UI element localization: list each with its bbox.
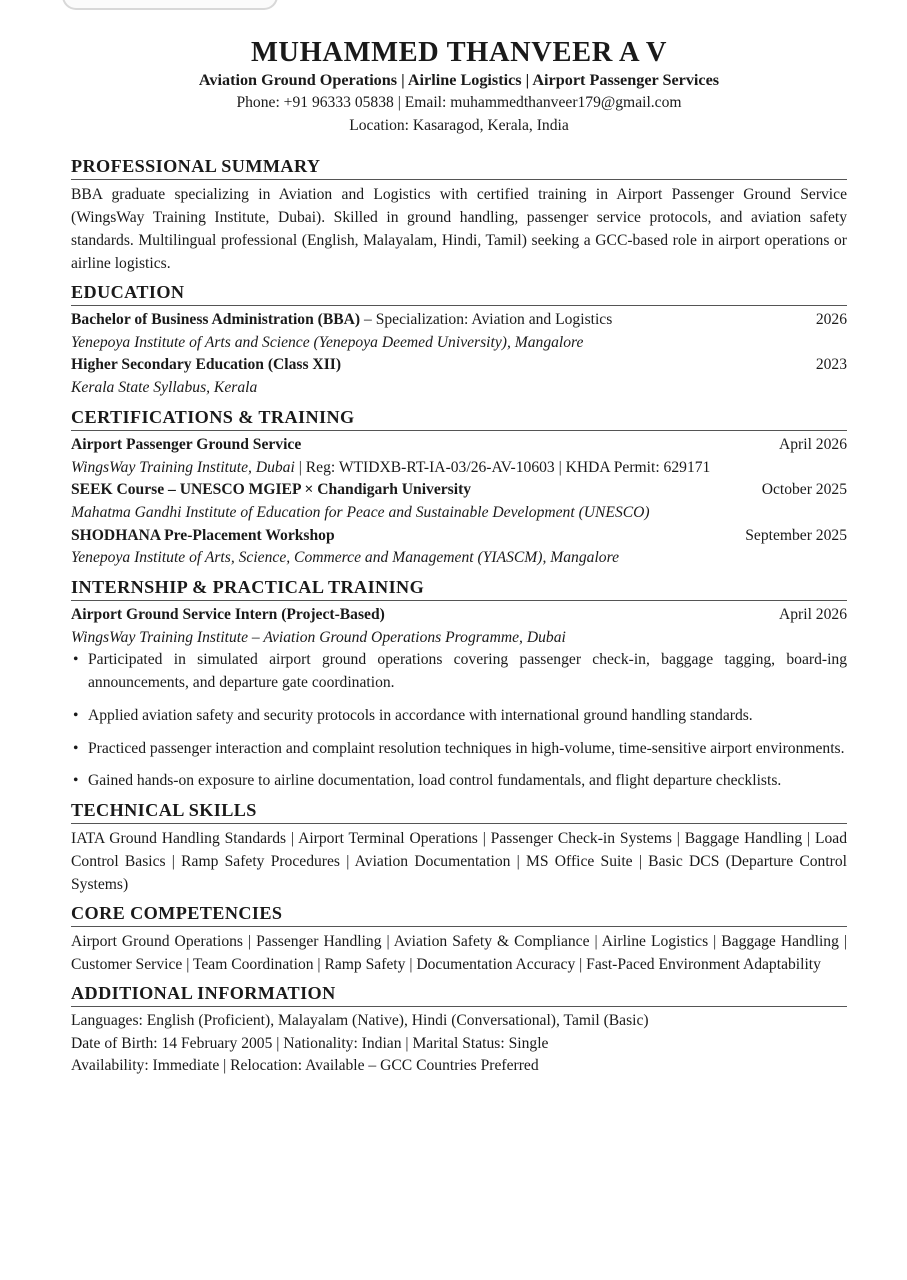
certification-entry [71, 479, 847, 502]
section-title-education: EDUCATION [71, 281, 847, 306]
top-edge-artifact [62, 0, 278, 10]
certification-details: | Reg: WTIDXB-RT-IA-03/26-AV-10603 | KHDA Permit: 629171 [294, 458, 711, 476]
bullet-icon: • [73, 651, 79, 669]
bullet-text: Practiced passenger interaction and complaint resolution techniques in high-volume, time-sensitive airport environments. [88, 739, 845, 757]
list-item [71, 770, 847, 793]
list-item [71, 738, 847, 761]
bullet-text: Participated in simulated airport ground operations covering passenger check-in, baggage tagging, board-ing announcements, and departure gate coordination. [88, 651, 847, 692]
internship-role: Airport Ground Service Intern (Project-Based) [71, 606, 385, 624]
education-degree: Bachelor of Business Administration (BBA) [71, 311, 361, 328]
core-competencies-text: Airport Ground Operations | Passenger Handling | Aviation Safety & Compliance | Airline Logistics | Baggage Handling | Customer Service | Team Coordination | Ramp Safety | Documentation Accuracy | Fast-Paced Environment Adaptability [71, 932, 847, 973]
certification-org-name: WingsWay Training Institute, Dubai [71, 458, 295, 476]
education-specialization: – Specialization: Aviation and Logistics [360, 311, 613, 328]
education-year: 2023 [815, 356, 847, 374]
list-item [71, 705, 847, 728]
summary-text: BBA graduate specializing in Aviation and Logistics with certified training in Airport Passenger Ground Service (WingsWay Training Institute, Dubai). Skilled in ground handling, passenger service protocols, and aviation safety standards. Multilingual professional (English, Malayalam, Hindi, Tamil) seeking a GCC-based role in airport operations or airline logistics. [71, 186, 847, 272]
education-section [71, 281, 847, 400]
education-entry [71, 354, 847, 377]
certification-org: Yenepoya Institute of Arts, Science, Commerce and Management (YIASCM), Mangalore [71, 549, 619, 567]
certification-entry [71, 434, 847, 457]
certification-name: Airport Passenger Ground Service [71, 435, 302, 453]
core-competencies-section [71, 902, 847, 976]
education-institution: Kerala State Syllabus, Kerala [71, 379, 258, 397]
education-heading [71, 309, 612, 332]
internship-bullets [71, 649, 847, 793]
education-entry [71, 309, 847, 332]
certification-date: April 2026 [778, 435, 847, 453]
section-title-core-competencies: CORE COMPETENCIES [71, 902, 847, 927]
list-item [71, 649, 847, 694]
availability-line: Availability: Immediate | Relocation: Available – GCC Countries Preferred [71, 1057, 539, 1075]
certification-name: SHODHANA Pre-Placement Workshop [71, 526, 335, 544]
education-year: 2026 [815, 311, 847, 328]
bullet-text: Applied aviation safety and security protocols in accordance with international ground handling standards. [88, 706, 753, 724]
education-institution: Yenepoya Institute of Arts and Science (Yenepoya Deemed University), Mangalore [71, 333, 584, 351]
technical-skills-section [71, 799, 847, 896]
internship-section [71, 576, 847, 793]
resume-header [71, 36, 847, 137]
bullet-icon: • [73, 706, 79, 724]
location-line: Location: Kasaragod, Kerala, India [349, 117, 569, 134]
bullet-icon: • [73, 739, 79, 757]
certification-date: October 2025 [761, 481, 847, 499]
additional-info-section [71, 982, 847, 1078]
section-title-additional-info: ADDITIONAL INFORMATION [71, 982, 847, 1007]
certification-name: SEEK Course – UNESCO MGIEP × Chandigarh University [71, 481, 472, 499]
education-degree: Higher Secondary Education (Class XII) [71, 356, 342, 374]
certification-org [71, 457, 847, 480]
candidate-tagline: Aviation Ground Operations | Airline Logistics | Airport Passenger Services [198, 71, 720, 89]
internship-date: April 2026 [778, 606, 847, 624]
section-title-certifications: CERTIFICATIONS & TRAINING [71, 406, 847, 431]
personal-details-line: Date of Birth: 14 February 2005 | Nationality: Indian | Marital Status: Single [71, 1034, 549, 1052]
contact-line: Phone: +91 96333 05838 | Email: muhammedthanveer179@gmail.com [236, 94, 682, 111]
internship-org: WingsWay Training Institute – Aviation Ground Operations Programme, Dubai [71, 628, 566, 646]
resume-page [71, 36, 847, 1078]
section-title-internship: INTERNSHIP & PRACTICAL TRAINING [71, 576, 847, 601]
summary-section [71, 155, 847, 275]
section-title-summary: PROFESSIONAL SUMMARY [71, 155, 847, 180]
bullet-text: Gained hands-on exposure to airline documentation, load control fundamentals, and flight departure checklists. [88, 772, 782, 790]
bullet-icon: • [73, 772, 79, 790]
certification-entry [71, 525, 847, 548]
certifications-section [71, 406, 847, 570]
section-title-technical-skills: TECHNICAL SKILLS [71, 799, 847, 824]
candidate-name: MUHAMMED THANVEER A V [250, 37, 668, 68]
technical-skills-text: IATA Ground Handling Standards | Airport Terminal Operations | Passenger Check-in Systems | Baggage Handling | Load Control Basics | Ramp Safety Procedures | Aviation Documentation | MS Office Suite | Basic DCS (Departure Control Systems) [71, 829, 847, 893]
certification-org: Mahatma Gandhi Institute of Education for Peace and Sustainable Development (UNESCO) [71, 503, 650, 521]
languages-line: Languages: English (Proficient), Malayalam (Native), Hindi (Conversational), Tamil (Basic) [71, 1011, 649, 1029]
certification-date: September 2025 [745, 526, 847, 544]
internship-entry [71, 604, 847, 627]
